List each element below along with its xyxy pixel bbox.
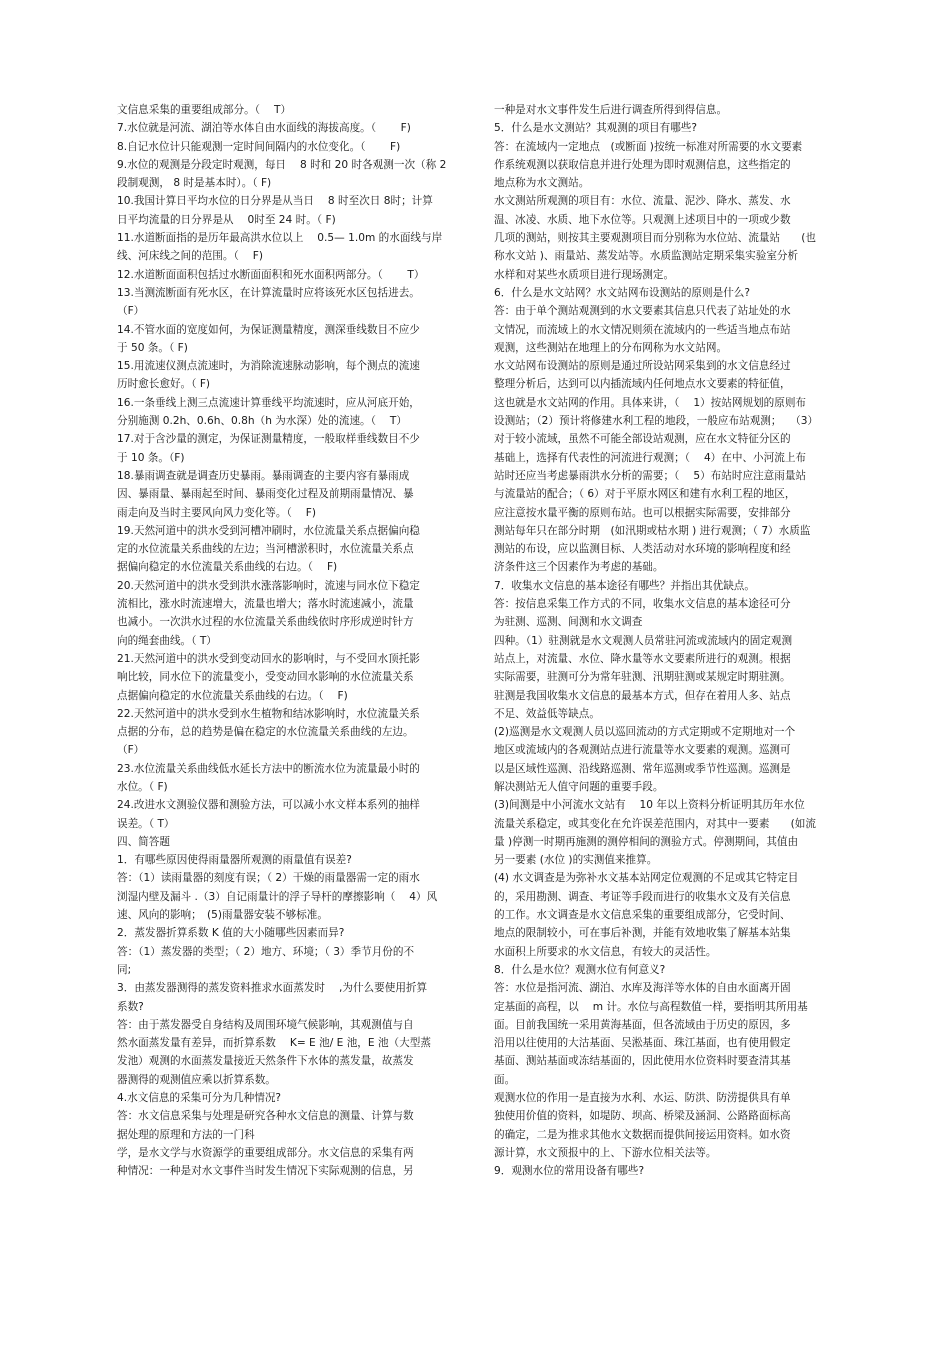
text-line: 观测水位的作用一是直接为水利、水运、防洪、防涝提供具有单	[494, 1092, 791, 1105]
text-line: 答：由于蒸发器受自身结构及周围环境气候影响，其观测值与自	[117, 1018, 414, 1031]
text-line: 对于较小流域，虽然不可能全部设站观测，应在水文特征分区的	[494, 433, 791, 446]
text-line: 一种是对水文事件发生后进行调查所得到得信息。	[494, 104, 728, 116]
text-line: 应注意按水量平衡的原则布站。也可以根据实际需要，安排部分	[494, 506, 791, 519]
text-line: 学，是水文学与水资源学的重要组成部分。水文信息的采集有两	[117, 1146, 414, 1159]
text-line: 作系统观测以获取信息并进行处理为即时观测信息，这些指定的	[494, 158, 791, 171]
right-column	[494, 101, 842, 1181]
text-line: 4.水文信息的采集可分为几种情况?	[117, 1092, 282, 1105]
text-line: 20.天然河道中的洪水受到洪水涨落影响时，流速与同水位下稳定	[117, 579, 420, 592]
text-line: 地点称为水文测站。	[494, 177, 590, 190]
text-line: 济条件这三个因素作为考虑的基础。	[494, 561, 664, 574]
text-line: 称水文站 )、雨量站、蒸发站等。水质监测站定期采集实验室分析	[494, 250, 799, 263]
text-line: 四种。（1）驻测就是水文观测人员常驻河流或流域内的固定观测	[494, 634, 793, 647]
text-line: 14.不管水面的宽度如何，为保证测量精度，测深垂线数目不应少	[117, 323, 420, 336]
text-line: 于 50 条。（ F)	[117, 341, 188, 354]
text-line: （F）	[117, 744, 145, 757]
text-line: 5．什么是水文测站？其观测的项目有哪些?	[494, 122, 698, 135]
text-line: 测站的布设，应以监测目标、人类活动对水环境的影响程度和经	[494, 543, 791, 556]
text-line: 整理分析后，达到可以内插流域内任何地点水文要素的特征值，	[494, 378, 791, 391]
text-line: 基面、测站基面或冻结基面的，因此使用水位资料时要查清其基	[494, 1055, 791, 1068]
text-line: 不足、效益低等缺点。	[494, 707, 600, 720]
text-line: 的确定，二是为推求其他水文数据而提供间接运用资料。如水资	[494, 1128, 791, 1141]
text-line: 答：由于单个测站观测到的水文要素其信息只代表了站址处的水	[494, 305, 791, 318]
text-line: 同;	[117, 963, 132, 976]
text-line: 据处理的原理和方法的一门科	[117, 1128, 255, 1141]
text-line: 以是区域性巡测、沿线路巡测、常年巡测或季节性巡测。巡测是	[494, 762, 791, 775]
text-line: 17.对于含沙量的测定，为保证测量精度，一般取样垂线数目不少	[117, 433, 420, 446]
text-line: 6．什么是水文站网？水文站网布设测站的原则是什么?	[494, 286, 751, 299]
text-line: （F）	[117, 305, 145, 318]
left-column	[117, 101, 463, 1181]
text-line: (2)巡测是水文观测人员以巡回流动的方式定期或不定期地对一个	[494, 726, 796, 739]
text-line: 向的绳套曲线。（ T）	[117, 634, 217, 647]
text-line: 段制观测， 8 时是基本时）。（ F)	[117, 177, 272, 190]
text-line: 文情况，而流域上的水文情况则须在流域内的一些适当地点布站	[494, 323, 791, 336]
text-line: 日平均流量的日分界是从 0时至 24 时。（ F)	[117, 213, 336, 226]
text-line: 文信息采集的重要组成部分。（ T）	[117, 104, 292, 116]
text-line: 的工作。水文调查是水文信息采集的重要组成部分，它受时间、	[494, 909, 791, 922]
text-line: 水文测站所观测的项目有：水位、流量、泥沙、降水、蒸发、水	[494, 195, 791, 208]
text-line: 站时还应当考虑暴雨洪水分析的需要；（ 5）布站时应注意雨量站	[494, 469, 807, 482]
text-line: 23.水位流量关系曲线低水延长方法中的断流水位为流量最小时的	[117, 762, 420, 775]
text-line: (4) 水文调查是为弥补水文基本站网定位观测的不足或其它特定目	[494, 872, 799, 885]
text-line: 定基面的高程，以 m 计。水位与高程数值一样，要指明其所用基	[494, 1000, 808, 1013]
text-line: 另一要素 (水位 )的实测值来推算。	[494, 854, 658, 867]
text-line: 13.当测流断面有死水区，在计算流量时应将该死水区包括进去。	[117, 286, 420, 299]
text-line: 3．由蒸发器测得的蒸发资料推求水面蒸发时 ,为什么要使用折算	[117, 982, 428, 995]
text-line: 的，采用勘测、调查、考证等手段而进行的收集水文及有关信息	[494, 890, 791, 903]
text-line: 答：水位是指河流、湖泊、水库及海洋等水体的自由水面离开固	[494, 982, 791, 995]
text-line: 历时愈长愈好。（ F)	[117, 378, 211, 391]
text-line: 然水面蒸发量有差异，而折算系数 K= E 池/ E 池，E 池（大型蒸	[117, 1037, 431, 1050]
text-line: 基础上，选择有代表性的河流进行观测；（ 4）在中、小河流上布	[494, 451, 807, 464]
text-line: 测站每年只在部分时期 (如汛期或枯水期 ) 进行观测；（ 7）水质监	[494, 524, 811, 537]
text-line: 21.天然河道中的洪水受到变动回水的影响时，与不受回水顶托影	[117, 652, 420, 665]
text-line: 面。	[494, 1073, 516, 1086]
text-line: 16.一条垂线上测三点流速计算垂线平均流速时，应从河底开始，	[117, 396, 420, 409]
text-line: 雨走向及当时主要风向风力变化等。（ F)	[117, 506, 316, 519]
text-line: 答：水文信息采集与处理是研究各种水文信息的测量、计算与数	[117, 1110, 414, 1123]
text-line: 器测得的观测值应乘以折算系数。	[117, 1073, 276, 1086]
text-line: 定的水位流量关系曲线的左边；当河槽淤积时，水位流量关系点	[117, 543, 414, 556]
text-line: 答：（1）读雨量器的刻度有误；（ 2）干燥的雨量器需一定的雨水	[117, 872, 420, 885]
text-line: 浏湿内壁及漏斗 .（3）自记雨量计的浮子导杆的摩擦影响（ 4）风	[117, 890, 438, 903]
text-line: 2．蒸发器折算系数 K 值的大小随哪些因素而异?	[117, 927, 345, 940]
text-line: 为驻测、巡测、间测和水文调查	[494, 616, 643, 629]
text-line: 因、暴雨量、暴雨起至时间、暴雨变化过程及前期雨量情况、暴	[117, 488, 414, 501]
text-line: 1．有哪些原因使得雨量器所观测的雨量值有误差?	[117, 854, 352, 867]
text-line: 点据偏向稳定的水位流量关系曲线的右边。（ F)	[117, 689, 348, 702]
text-line: 8.自记水位计只能观测一定时间间隔内的水位变化。（ F)	[117, 140, 401, 153]
text-line: 沿用以往使用的大沽基面、吴淞基面、珠江基面，也有使用假定	[494, 1037, 791, 1050]
text-line: 7.水位就是河流、湖泊等水体自由水面线的海拔高度。（ F)	[117, 122, 411, 135]
text-line: 误差。（ T）	[117, 817, 175, 830]
text-line: 四、简答题	[117, 835, 170, 848]
text-line: 12.水道断面面积包括过水断面面积和死水面积两部分。（ T）	[117, 268, 425, 281]
text-line: 独使用价值的资料，如堤防、坝高、桥梁及涵洞、公路路面标高	[494, 1110, 791, 1123]
text-line: 15.用流速仪测点流速时，为消除流速脉动影响，每个测点的流速	[117, 360, 420, 373]
text-line: 响比较，同水位下的流量变小，受变动回水影响的水位流量关系	[117, 671, 414, 684]
text-line: (3)间测是中小河流水文站有 10 年以上资料分析证明其历年水位	[494, 799, 805, 812]
text-line: 温、冰凌、水质、地下水位等。只观测上述项目中的一项或少数	[494, 213, 791, 226]
text-line: 观测，这些测站在地理上的分布网称为水文站网。	[494, 341, 728, 354]
text-line: 几项的测站，则按其主要观测项目而分别称为水位站、流量站 (也	[494, 232, 816, 245]
text-line: 8．什么是水位？观测水位有何意义?	[494, 963, 666, 976]
text-line: 答：（1）蒸发器的类型；（ 2）地方、环境；（ 3）季节月份的不	[117, 945, 415, 958]
text-line: 驻测是我国收集水文信息的最基本方式，但存在着用人多、站点	[494, 689, 791, 702]
text-line: 水样和对某些水质项目进行现场测定。	[494, 268, 675, 281]
text-line: 9.水位的观测是分段定时观测，每日 8 时和 20 时各观测一次（称 2	[117, 158, 447, 171]
text-line: 地区或流域内的各观测站点进行流量等水文要素的观测。巡测可	[494, 744, 791, 757]
text-line: 发池）观测的水面蒸发量接近天然条件下水体的蒸发量，故蒸发	[117, 1055, 414, 1068]
text-line: 分别施测 0.2h、0.6h、0.8h（h 为水深）处的流速。（ T）	[117, 415, 407, 428]
text-line: 7．收集水文信息的基本途径有哪些？并指出其优缺点。	[494, 579, 755, 592]
text-line: 11.水道断面指的是历年最高洪水位以上 0.5— 1.0m 的水面线与岸	[117, 232, 443, 245]
text-line: 线、河床线之间的范围。（ F)	[117, 250, 264, 263]
text-line: 据偏向稳定的水位流量关系曲线的右边。（ F)	[117, 561, 338, 574]
text-line: 24.改进水文测验仪器和测验方法，可以减小水文样本系列的抽样	[117, 799, 420, 812]
text-line: 22.天然河道中的洪水受到水生植物和结冰影响时，水位流量关系	[117, 707, 420, 720]
text-line: 10.我国计算日平均水位的日分界是从当日 8 时至次日 8时；计算	[117, 195, 433, 208]
text-line: 答：在流域内一定地点 (或断面 )按统一标准对所需要的水文要素	[494, 140, 803, 153]
text-line: 地点的限制较小，可在事后补测，并能有效地收集了解基本站集	[494, 927, 791, 940]
text-line: 水位。（ F)	[117, 780, 168, 793]
text-line: 9．观测水位的常用设备有哪些?	[494, 1165, 645, 1178]
text-line: 19.天然河道中的洪水受到河槽冲刷时，水位流量关系点据偏向稳	[117, 524, 420, 537]
text-line: 速、风向的影响； (5)雨量器安装不够标准。	[117, 909, 328, 922]
text-line: 源计算，水文预报中的上、下游水位相关法等。	[494, 1146, 717, 1159]
text-line: 也减小。一次洪水过程的水位流量关系曲线依时序形成逆时针方	[117, 616, 414, 629]
text-line: 点据的分布，总的趋势是偏在稳定的水位流量关系曲线的左边。	[117, 726, 414, 739]
text-line: 实际需要，驻测可分为常年驻测、汛期驻测或某规定时期驻测。	[494, 671, 791, 684]
text-line: 于 10 条。（F)	[117, 451, 185, 464]
text-line: 18.暴雨调查就是调查历史暴雨。暴雨调查的主要内容有暴雨成	[117, 469, 410, 482]
text-line: 种情况：一种是对水文事件当时发生情况下实际观测的信息，另	[117, 1165, 414, 1178]
text-line: 流量关系稳定，或其变化在允许误差范围内，对其中一要素 (如流	[494, 817, 816, 830]
text-line: 水面积上所要求的水文信息，有较大的灵活性。	[494, 945, 717, 958]
text-line: 设测站；（2）预计将修建水利工程的地段，一般应布站观测； （3）	[494, 415, 819, 428]
text-line: 流相比，涨水时流速增大，流量也增大；落水时流速减小，流量	[117, 598, 414, 611]
text-line: 解决测站无人值守问题的重要手段。	[494, 780, 664, 793]
text-line: 面。目前我国统一采用黄海基面，但各流域由于历史的原因，多	[494, 1018, 791, 1031]
text-line: 这也就是水文站网的作用。具体来讲，（ 1）按站网规划的原则布	[494, 396, 807, 409]
text-line: 水文站网布设测站的原则是通过所设站网采集到的水文信息经过	[494, 360, 791, 373]
text-line: 答：按信息采集工作方式的不同，收集水文信息的基本途径可分	[494, 598, 791, 611]
text-line: 系数?	[117, 1000, 144, 1013]
text-line: 与流量站的配合；（ 6）对于平原水网区和建有水利工程的地区，	[494, 488, 796, 501]
text-line: 站点上，对流量、水位、降水量等水文要素所进行的观测。根据	[494, 652, 791, 665]
text-line: 量 )停测一时期再施测的测停相间的测验方式。停测期间，其值由	[494, 835, 799, 848]
